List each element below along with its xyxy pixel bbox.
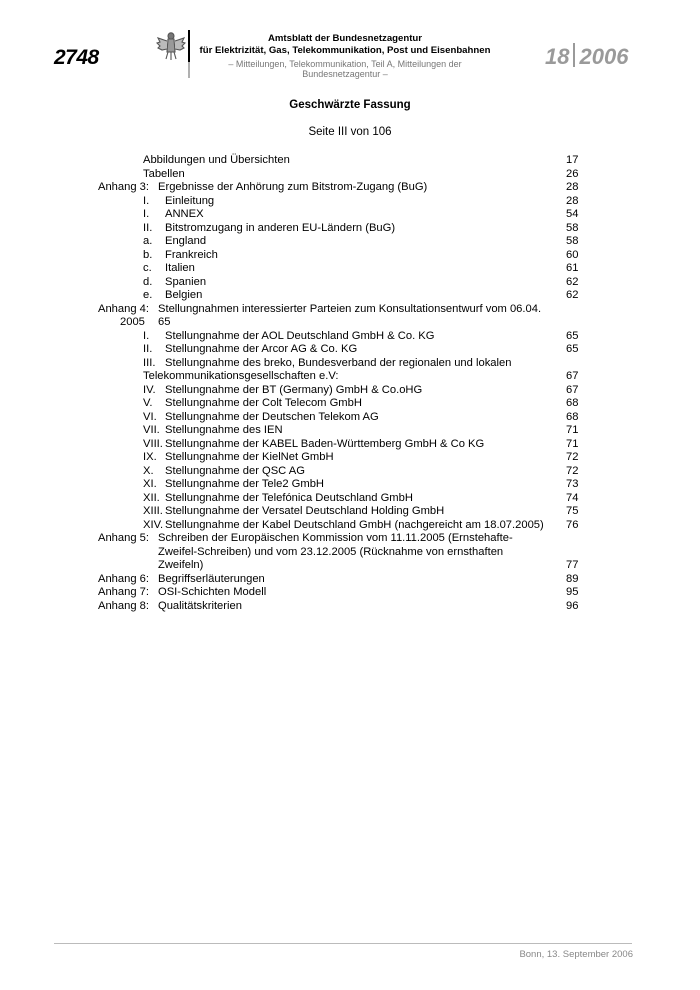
toc-entry-label: Telekommunikationsgesellschaften e.V: xyxy=(143,370,339,382)
toc-entry xyxy=(0,222,700,236)
toc-entry xyxy=(0,411,700,425)
toc-entry-label: Stellungnahme der BT (Germany) GmbH & Co.oHG xyxy=(165,383,423,396)
toc-entry xyxy=(0,600,700,614)
toc-entry xyxy=(0,181,700,195)
toc-entry xyxy=(0,397,700,411)
toc-entry-page: 68 xyxy=(566,410,579,423)
document-title: Geschwärzte Fassung xyxy=(289,99,411,111)
toc-entry-label: Italien xyxy=(165,262,195,274)
toc-entry-page: 77 xyxy=(566,559,579,571)
toc-entry-prefix: IX. xyxy=(143,451,157,463)
toc-entry-label: OSI-Schichten Modell xyxy=(158,586,267,598)
toc-entry xyxy=(0,532,700,546)
toc-entry xyxy=(0,586,700,600)
toc-entry-prefix: XI. xyxy=(143,478,157,490)
toc-entry xyxy=(0,343,700,357)
toc-entry xyxy=(0,384,700,398)
toc-entry-label: Stellungnahme der Arcor AG & Co. KG xyxy=(165,343,358,355)
toc-entry xyxy=(0,573,700,587)
masthead-subtitle: für Elektrizität, Gas, Telekommunikation, Post und Eisenbahnen xyxy=(199,45,491,56)
toc-entry xyxy=(0,424,700,438)
toc-entry-prefix: VIII. xyxy=(143,437,163,450)
toc-entry xyxy=(0,370,700,384)
toc-entry-label: England xyxy=(165,235,207,247)
toc-entry-prefix: Anhang 6: xyxy=(98,572,150,585)
toc-entry-label: Stellungnahme der Deutschen Telekom AG xyxy=(165,410,379,423)
toc-entry-page: 62 xyxy=(566,289,579,301)
toc-entry-label: Stellungnahme der KielNet GmbH xyxy=(165,451,334,463)
toc-entry-label: ANNEX xyxy=(165,208,204,220)
footer-date: Bonn, 13. September 2006 xyxy=(519,949,633,960)
toc-entry-page: 67 xyxy=(566,383,579,396)
toc-entry-label: Schreiben der Europäischen Kommission vom 11.11.2005 (Ernstehafte- xyxy=(158,532,513,544)
toc-entry xyxy=(0,357,700,371)
toc-entry-label: Einleitung xyxy=(165,194,215,207)
toc-entry-page: 89 xyxy=(566,572,579,585)
toc-entry-prefix: X. xyxy=(143,464,154,477)
toc-entry-label: Stellungnahme des breko, Bundesverband der regionalen und lokalen xyxy=(165,356,512,369)
toc-entry-page: 68 xyxy=(566,397,579,409)
toc-entry-prefix: II. xyxy=(143,343,153,355)
toc-entry-label: Stellungnahmen interessierter Parteien zum Konsultationsentwurf vom 06.04. xyxy=(158,302,542,315)
toc-entry-prefix: XIII. xyxy=(143,505,163,517)
toc-entry-label: Stellungnahme der Colt Telecom GmbH xyxy=(165,397,362,409)
toc-entry-label: Stellungnahme der KABEL Baden-Württemberg GmbH & Co KG xyxy=(165,437,485,450)
toc-entry-prefix: Anhang 3: xyxy=(98,181,150,193)
toc-entry-prefix: II. xyxy=(143,221,153,234)
toc-entry-page: 54 xyxy=(566,208,579,220)
toc-entry xyxy=(0,505,700,519)
toc-entry-page: 72 xyxy=(566,451,579,463)
toc-entry xyxy=(0,168,700,182)
federal-eagle-icon xyxy=(156,30,186,62)
toc-entry xyxy=(0,262,700,276)
toc-entry-page: 17 xyxy=(566,154,579,166)
toc-entry-page: 72 xyxy=(566,464,579,477)
toc-entry-page: 67 xyxy=(566,370,579,382)
toc-entry-page: 28 xyxy=(566,194,579,207)
table-of-contents xyxy=(0,154,700,613)
toc-entry-prefix: III. xyxy=(143,356,156,369)
issue-year: 2006 xyxy=(579,44,629,69)
toc-entry-prefix: Anhang 5: xyxy=(98,532,150,544)
toc-entry xyxy=(0,195,700,209)
toc-entry-label: Stellungnahme der AOL Deutschland GmbH & Co. KG xyxy=(165,329,435,342)
toc-entry-page: 65 xyxy=(566,329,579,342)
toc-entry-prefix: c. xyxy=(143,262,152,274)
toc-entry-page: 71 xyxy=(566,437,579,450)
toc-entry-page: 58 xyxy=(566,235,579,247)
toc-entry-prefix: VI. xyxy=(143,410,157,423)
toc-entry-page: 71 xyxy=(566,424,579,436)
masthead-title: Amtsblatt der Bundesnetzagentur xyxy=(267,33,423,44)
toc-entry-prefix: XIV. xyxy=(143,518,164,531)
toc-entry-label: Stellungnahme der Kabel Deutschland GmbH (nachgereicht am 18.07.2005) xyxy=(165,518,544,531)
toc-entry-label: Bitstromzugang in anderen EU-Ländern (BuG) xyxy=(165,221,396,234)
toc-entry xyxy=(0,438,700,452)
toc-entry-label: Abbildungen und Übersichten xyxy=(143,154,290,166)
toc-entry-label: Frankreich xyxy=(165,248,218,261)
toc-entry-page: 74 xyxy=(566,491,579,504)
toc-entry-page: 96 xyxy=(566,599,579,612)
toc-entry-label: Begriffserläuterungen xyxy=(158,572,265,585)
toc-entry-prefix: I. xyxy=(143,208,150,220)
toc-entry-prefix: 2005 xyxy=(120,316,145,328)
issue-separator xyxy=(573,43,575,67)
toc-entry xyxy=(0,208,700,222)
toc-entry xyxy=(0,451,700,465)
toc-entry xyxy=(0,154,700,168)
toc-entry xyxy=(0,465,700,479)
toc-entry-page: 61 xyxy=(566,262,579,274)
toc-entry-label: Qualitätskriterien xyxy=(158,599,242,612)
toc-entry-label: Stellungnahme der QSC AG xyxy=(165,464,305,477)
toc-entry xyxy=(0,235,700,249)
toc-entry xyxy=(0,249,700,263)
toc-entry-label: Belgien xyxy=(165,289,203,301)
toc-entry-page: 28 xyxy=(566,181,579,193)
issue-number: 18 xyxy=(545,44,570,69)
toc-entry-label: Stellungnahme des IEN xyxy=(165,424,283,436)
toc-entry-page: 75 xyxy=(566,505,579,517)
footer-divider xyxy=(54,943,632,944)
toc-entry xyxy=(0,492,700,506)
toc-entry-label: Zweifel-Schreiben) und vom 23.12.2005 (Rücknahme von ernsthaften xyxy=(158,545,504,558)
toc-entry-page: 62 xyxy=(566,275,579,288)
toc-entry-label: Ergebnisse der Anhörung zum Bitstrom-Zugang (BuG) xyxy=(158,181,428,193)
toc-entry-label: Zweifeln) xyxy=(158,559,204,571)
toc-entry xyxy=(0,478,700,492)
toc-entry-prefix: V. xyxy=(143,397,153,409)
toc-entry-page: 58 xyxy=(566,221,579,234)
document-subtitle: Seite III von 106 xyxy=(308,126,392,138)
toc-entry xyxy=(0,303,700,317)
toc-entry-prefix: I. xyxy=(143,194,150,207)
toc-entry-prefix: b. xyxy=(143,248,153,261)
toc-entry-label: Stellungnahme der Versatel Deutschland Holding GmbH xyxy=(165,505,445,517)
toc-entry-prefix: XII. xyxy=(143,491,160,504)
toc-entry-page: 26 xyxy=(566,167,579,180)
toc-entry-prefix: IV. xyxy=(143,383,156,396)
toc-entry-prefix: Anhang 8: xyxy=(98,599,150,612)
toc-entry-prefix: Anhang 4: xyxy=(98,302,150,315)
toc-entry-label: Spanien xyxy=(165,275,207,288)
toc-entry xyxy=(0,316,700,330)
toc-entry xyxy=(0,330,700,344)
toc-entry-page: 73 xyxy=(566,478,579,490)
toc-entry-prefix: e. xyxy=(143,289,153,301)
toc-entry-page: 65 xyxy=(566,343,579,355)
toc-entry xyxy=(0,276,700,290)
toc-entry-prefix: Anhang 7: xyxy=(98,586,150,598)
toc-entry-label: 65 xyxy=(158,316,171,328)
toc-entry xyxy=(0,289,700,303)
toc-entry xyxy=(0,519,700,533)
toc-entry-prefix: a. xyxy=(143,235,153,247)
issue-badge xyxy=(545,43,628,70)
toc-entry-label: Stellungnahme der Tele2 GmbH xyxy=(165,478,324,490)
toc-entry-prefix: I. xyxy=(143,329,150,342)
toc-entry-label: Tabellen xyxy=(143,167,185,180)
toc-entry xyxy=(0,546,700,560)
toc-entry-page: 76 xyxy=(566,518,579,531)
page-number: 2748 xyxy=(54,46,99,69)
toc-entry-prefix: VII. xyxy=(143,424,160,436)
toc-entry-page: 60 xyxy=(566,248,579,261)
toc-entry xyxy=(0,559,700,573)
toc-entry-page: 95 xyxy=(566,586,579,598)
toc-entry-prefix: d. xyxy=(143,275,153,288)
masthead-section: – Mitteilungen, Telekommunikation, Teil A, Mitteilungen der Bundesnetzagentur – xyxy=(228,59,462,79)
toc-entry-label: Stellungnahme der Telefónica Deutschland GmbH xyxy=(165,491,413,504)
